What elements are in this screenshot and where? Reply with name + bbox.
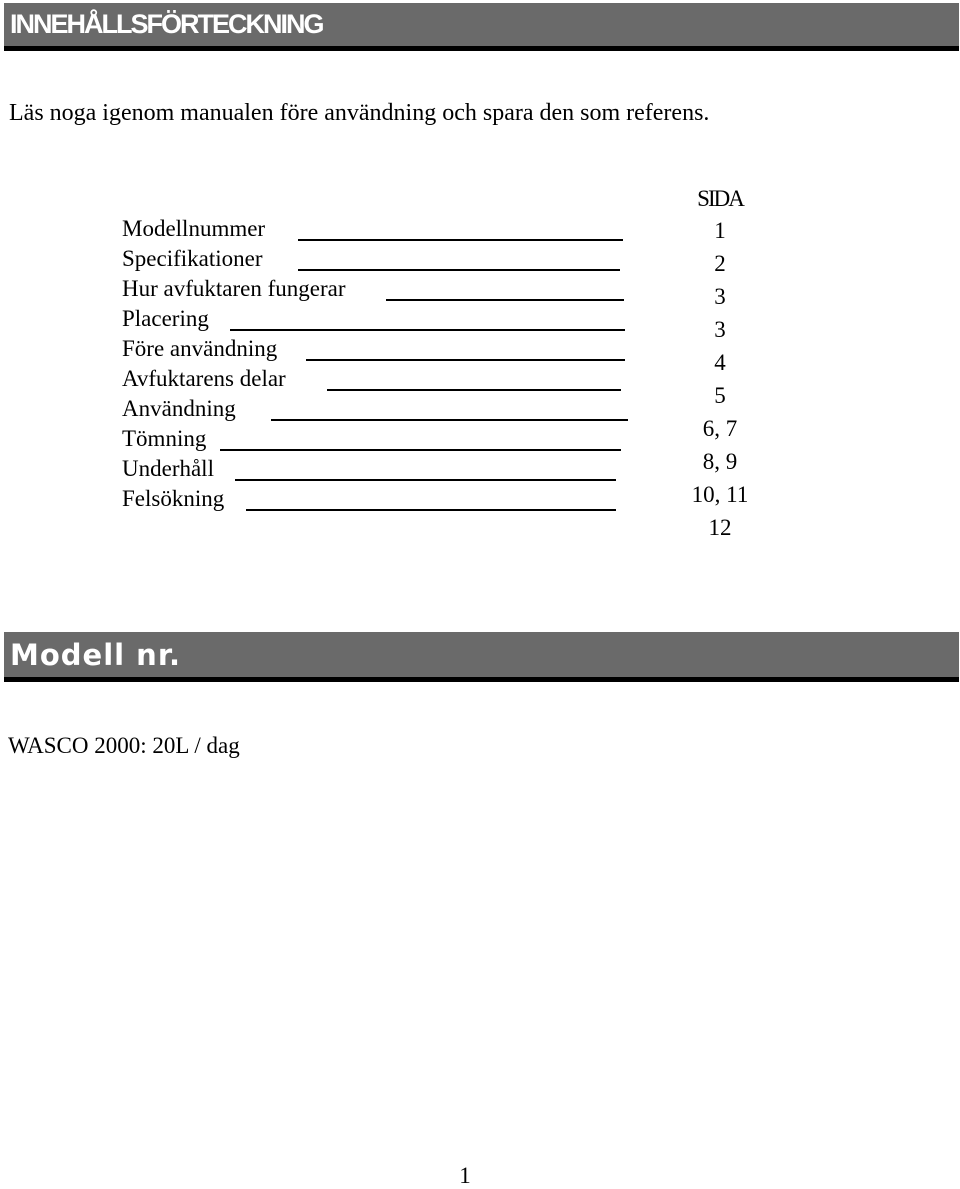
toc-leader-line — [220, 449, 621, 451]
toc-page-number: 1 — [714, 218, 726, 243]
toc-leader-line — [306, 359, 625, 361]
toc-entry-label: Felsökning — [122, 486, 225, 511]
section-header-model — [4, 632, 959, 682]
toc-entry-label: Placering — [122, 306, 209, 331]
toc-page-number: 10, 11 — [691, 482, 749, 507]
model-description: WASCO 2000: 20L / dag — [8, 733, 240, 758]
section-header-toc — [4, 3, 959, 51]
toc-entry-label: Användning — [122, 396, 236, 421]
toc-heading: INNEHÅLLSFÖRTECKNING — [10, 9, 323, 39]
toc-entry-label: Före användning — [122, 336, 278, 361]
toc-leader-line — [230, 329, 625, 331]
toc-page-number: 2 — [714, 251, 726, 276]
toc-page-number: 6, 7 — [702, 416, 738, 441]
toc-entry-label: Specifikationer — [122, 246, 263, 271]
toc-leader-line — [246, 509, 616, 511]
toc-page-number: 4 — [714, 350, 726, 375]
page-column-heading: SIDA — [697, 186, 743, 211]
toc-page-number: 12 — [708, 515, 732, 540]
toc-leader-line — [298, 239, 623, 241]
toc-entry-label: Underhåll — [122, 456, 214, 481]
toc-leader-line — [386, 299, 624, 301]
toc-page-number: 3 — [714, 284, 726, 309]
toc-leader-line — [271, 419, 628, 421]
toc-entry-label: Modellnummer — [122, 216, 266, 241]
toc-entry-label: Tömning — [122, 426, 207, 451]
toc-page-number: 8, 9 — [702, 449, 738, 474]
toc-leader-line — [327, 389, 621, 391]
toc-entry-label: Hur avfuktaren fungerar — [122, 276, 346, 301]
page-number: 1 — [459, 1163, 471, 1188]
model-heading: Modell nr. — [10, 638, 182, 672]
toc-leader-line — [235, 479, 616, 481]
toc-leader-line — [298, 269, 620, 271]
intro-text: Läs noga igenom manualen före användning och spara den som referens. — [9, 100, 710, 126]
toc-page-number: 5 — [714, 383, 726, 408]
toc-entry-label: Avfuktarens delar — [122, 366, 286, 391]
toc-page-number: 3 — [714, 317, 726, 342]
